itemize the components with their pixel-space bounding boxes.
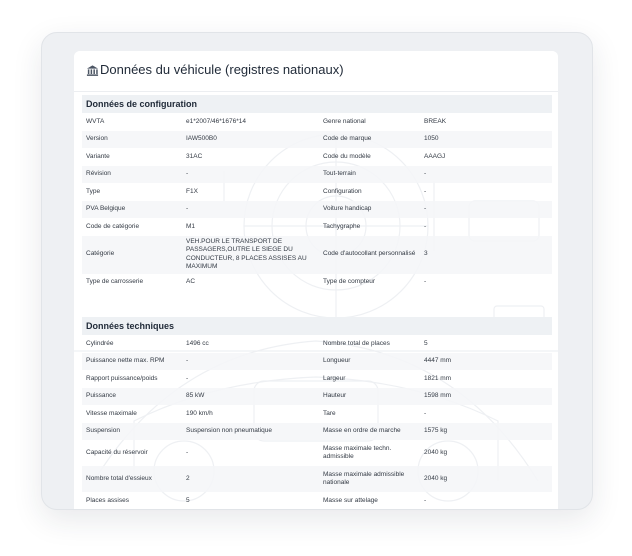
tech-section-heading: Données techniques	[82, 317, 552, 335]
row-value: -	[424, 222, 427, 230]
tech-table	[82, 335, 552, 510]
row-value: AC	[186, 278, 196, 286]
row-value: 190 km/h	[186, 409, 213, 417]
row-label: Places assises	[86, 497, 129, 505]
row-label: Masse sur attelage	[323, 497, 378, 505]
row-label: Configuration	[323, 187, 362, 195]
card-title: Données du véhicule (registres nationaux)	[100, 62, 344, 77]
row-label: Cylindrée	[86, 339, 114, 347]
row-label: Nombre total de places	[323, 339, 390, 347]
row-value: -	[420, 201, 552, 219]
row-label: WVTA	[86, 117, 105, 125]
table-row	[82, 148, 552, 166]
row-value: BREAK	[424, 117, 447, 125]
row-value: -	[182, 353, 319, 371]
table-row	[82, 405, 552, 423]
row-value: e1*2007/46*1676*14	[186, 117, 247, 125]
config-section-heading: Données de configuration	[82, 95, 552, 113]
table-row	[82, 353, 552, 371]
row-label: Tout-terrain	[319, 166, 420, 184]
row-label: Puissance nette max. RPM	[82, 353, 182, 371]
table-row	[82, 388, 552, 406]
table-row	[82, 166, 552, 184]
row-label: Suspension	[82, 423, 182, 441]
table-row	[82, 466, 552, 492]
row-label: Genre national	[323, 117, 366, 125]
row-label: Masse en ordre de marche	[319, 423, 420, 441]
row-value: 1575 kg	[420, 423, 552, 441]
row-label: Capacité du réservoir	[86, 448, 148, 456]
row-label: Code d'autocollant personnalisé	[319, 236, 420, 274]
row-value: F1X	[186, 187, 198, 195]
row-value: VEH.POUR LE TRANSPORT DE PASSAGERS,OUTRE LE SIEGE DU CONDUCTEUR, 8 PLACES ASSISES AU MAXIMUM	[182, 236, 319, 274]
table-row	[82, 131, 552, 149]
row-value: 4447 mm	[420, 353, 552, 371]
row-label: Catégorie	[82, 236, 182, 274]
row-value: -	[424, 187, 427, 195]
row-value: -	[182, 166, 319, 184]
row-label: Vitesse maximale	[86, 409, 137, 417]
row-label: Largeur	[323, 374, 346, 382]
row-label: Révision	[82, 166, 182, 184]
row-value: 5	[424, 339, 428, 347]
table-row	[82, 335, 552, 353]
row-label: Tare	[323, 409, 336, 417]
row-label: Tachygraphe	[323, 222, 361, 230]
row-value: 1050	[420, 131, 552, 149]
table-row	[82, 440, 552, 466]
device-frame	[41, 32, 593, 510]
row-label: Version	[82, 131, 182, 149]
row-value: 1496 cc	[186, 339, 209, 347]
row-value: -	[424, 278, 427, 286]
table-row	[82, 274, 552, 292]
table-row	[82, 218, 552, 236]
row-label: Masse maximale techn. admissible	[323, 444, 392, 460]
row-label: Code de catégorie	[86, 222, 140, 230]
table-row	[82, 201, 552, 219]
table-row	[82, 370, 552, 388]
row-label: Voiture handicap	[319, 201, 420, 219]
row-label: Code de marque	[319, 131, 420, 149]
table-row	[82, 183, 552, 201]
row-label: Variante	[86, 152, 110, 160]
table-row	[82, 492, 552, 510]
row-value: 31AC	[186, 152, 203, 160]
row-value: 2040 kg	[420, 466, 552, 492]
row-value: 3	[420, 236, 552, 274]
row-value: 2040 kg	[424, 448, 448, 456]
row-value: AAAGJ	[424, 152, 446, 160]
row-label: Type	[86, 187, 101, 195]
row-value: 2	[182, 466, 319, 492]
row-label: PVA Belgique	[82, 201, 182, 219]
table-row	[82, 113, 552, 131]
row-value: IAW500B0	[182, 131, 319, 149]
row-label: Code du modèle	[323, 152, 371, 160]
card-header	[74, 51, 558, 92]
row-value: 1598 mm	[420, 388, 552, 406]
row-value: 5	[186, 497, 190, 505]
row-label: Masse maximale admissible nationale	[319, 466, 420, 492]
row-value: -	[186, 374, 189, 382]
row-value: 85 kW	[182, 388, 319, 406]
row-value: -	[424, 409, 427, 417]
row-label: Nombre total d'essieux	[82, 466, 182, 492]
row-value: -	[420, 166, 552, 184]
row-label: Rapport puissance/poids	[86, 374, 158, 382]
bank-icon	[86, 64, 99, 77]
row-label: Hauteur	[319, 388, 420, 406]
row-value: M1	[186, 222, 196, 230]
vehicle-data-card	[74, 51, 558, 510]
table-row	[82, 423, 552, 441]
table-row	[82, 236, 552, 274]
row-value: -	[186, 448, 189, 456]
row-value: 1821 mm	[424, 374, 452, 382]
row-label: Longueur	[319, 353, 420, 371]
row-value: -	[182, 201, 319, 219]
row-label: Type de carrosserie	[86, 278, 144, 286]
row-value: Suspension non pneumatique	[182, 423, 319, 441]
row-label: Type de compteur	[323, 278, 376, 286]
row-value: -	[424, 497, 427, 505]
row-label: Puissance	[82, 388, 182, 406]
config-table	[82, 113, 552, 292]
